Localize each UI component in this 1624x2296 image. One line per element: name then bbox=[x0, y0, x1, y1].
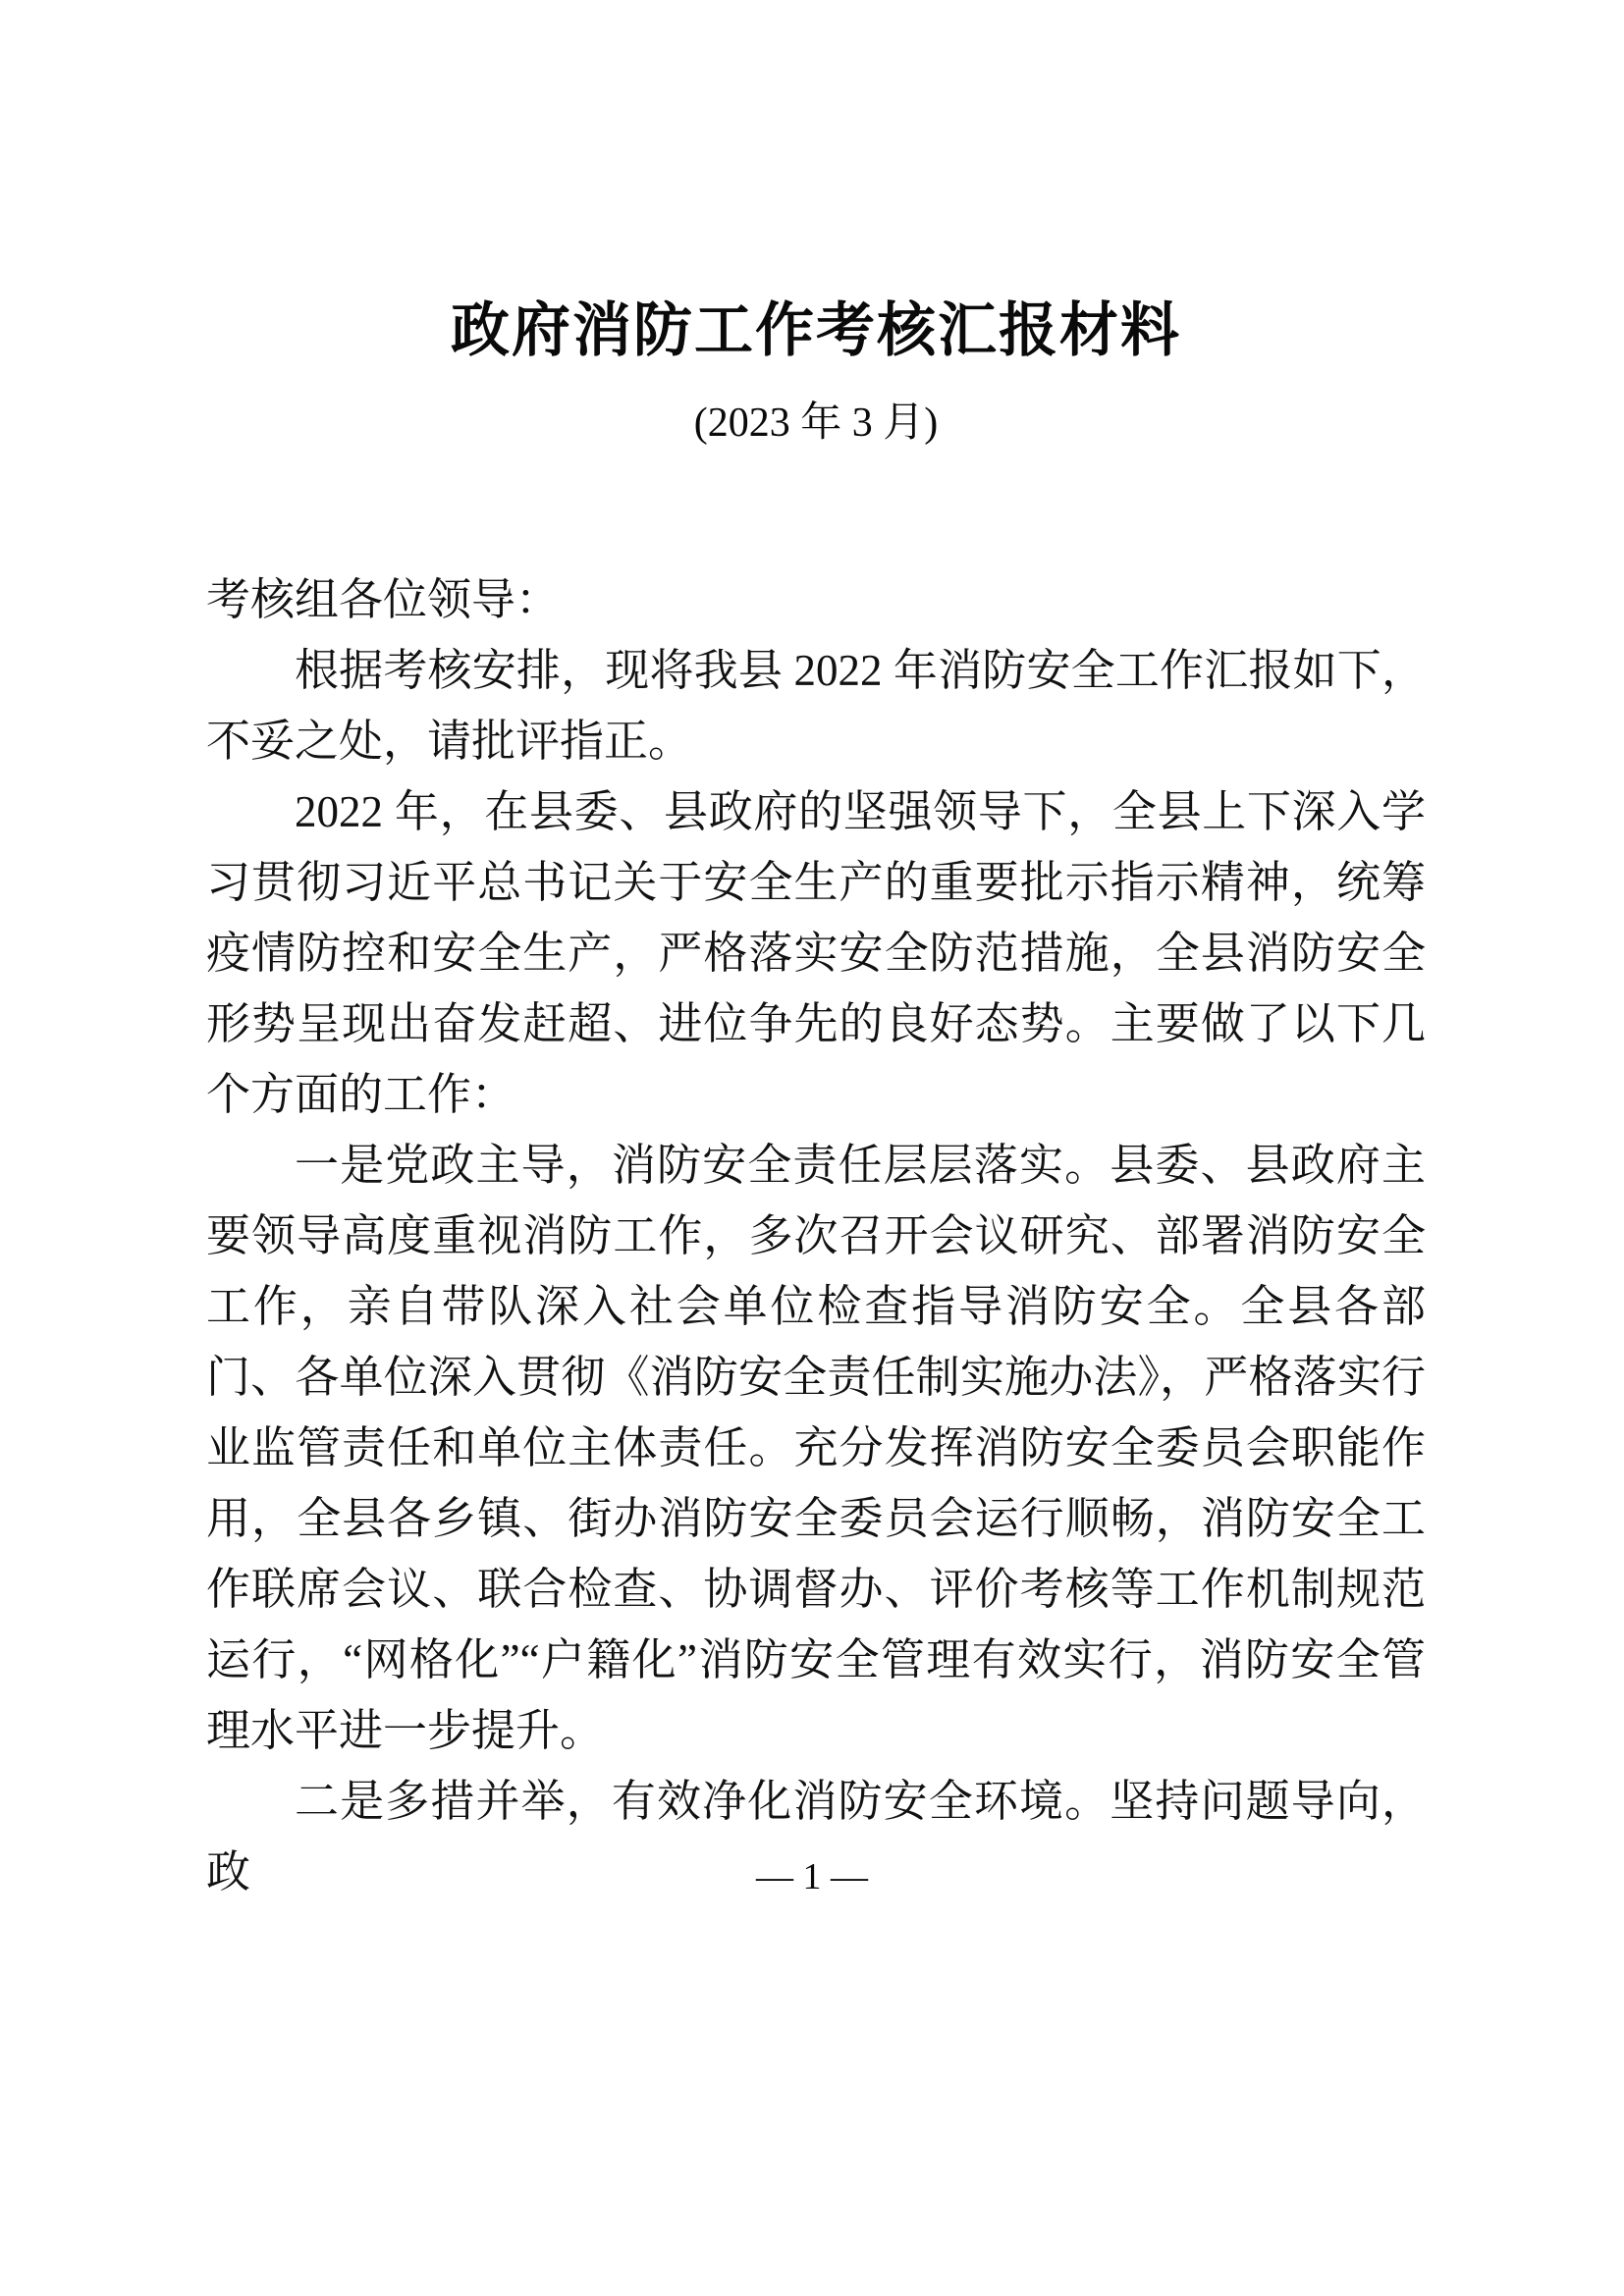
document-date: (2023 年 3 月) bbox=[693, 400, 939, 446]
salutation: 考核组各位领导： bbox=[206, 575, 561, 624]
document-title: 政府消防工作考核汇报材料 bbox=[451, 298, 1181, 363]
page-number: — 1 — bbox=[756, 1856, 868, 1897]
document-body bbox=[206, 564, 1426, 1907]
paragraph: 2022 年，在县委、县政府的坚强领导下，全县上下深入学习贯彻习近平总书记关于安全生产的重要批示指示精神，统筹疫情防控和安全生产，严格落实安全防范措施，全县消防安全形势呈现出奋发赶超、进位争先的良好态势。主要做了以下几个方面的工作： bbox=[206, 787, 1426, 1119]
paragraph: 根据考核安排，现将我县 2022 年消防安全工作汇报如下，不妥之处，请批评指正。 bbox=[206, 646, 1426, 766]
paragraph: 一是党政主导，消防安全责任层层落实。县委、县政府主要领导高度重视消防工作，多次召开会议研究、部署消防安全工作，亲自带队深入社会单位检查指导消防安全。全县各部门、各单位深入贯彻《消防安全责任制实施办法》，严格落实行业监管责任和单位主体责任。充分发挥消防安全委员会职能作用，全县各乡镇、街办消防安全委员会运行顺畅，消防安全工作联席会议、联合检查、协调督办、评价考核等工作机制规范运行，“网格化”“户籍化”消防安全管理有效实行，消防安全管理水平进一步提升。 bbox=[206, 1141, 1426, 1755]
paragraph: 二是多措并举，有效净化消防安全环境。坚持问题导向，政 bbox=[206, 1777, 1426, 1896]
